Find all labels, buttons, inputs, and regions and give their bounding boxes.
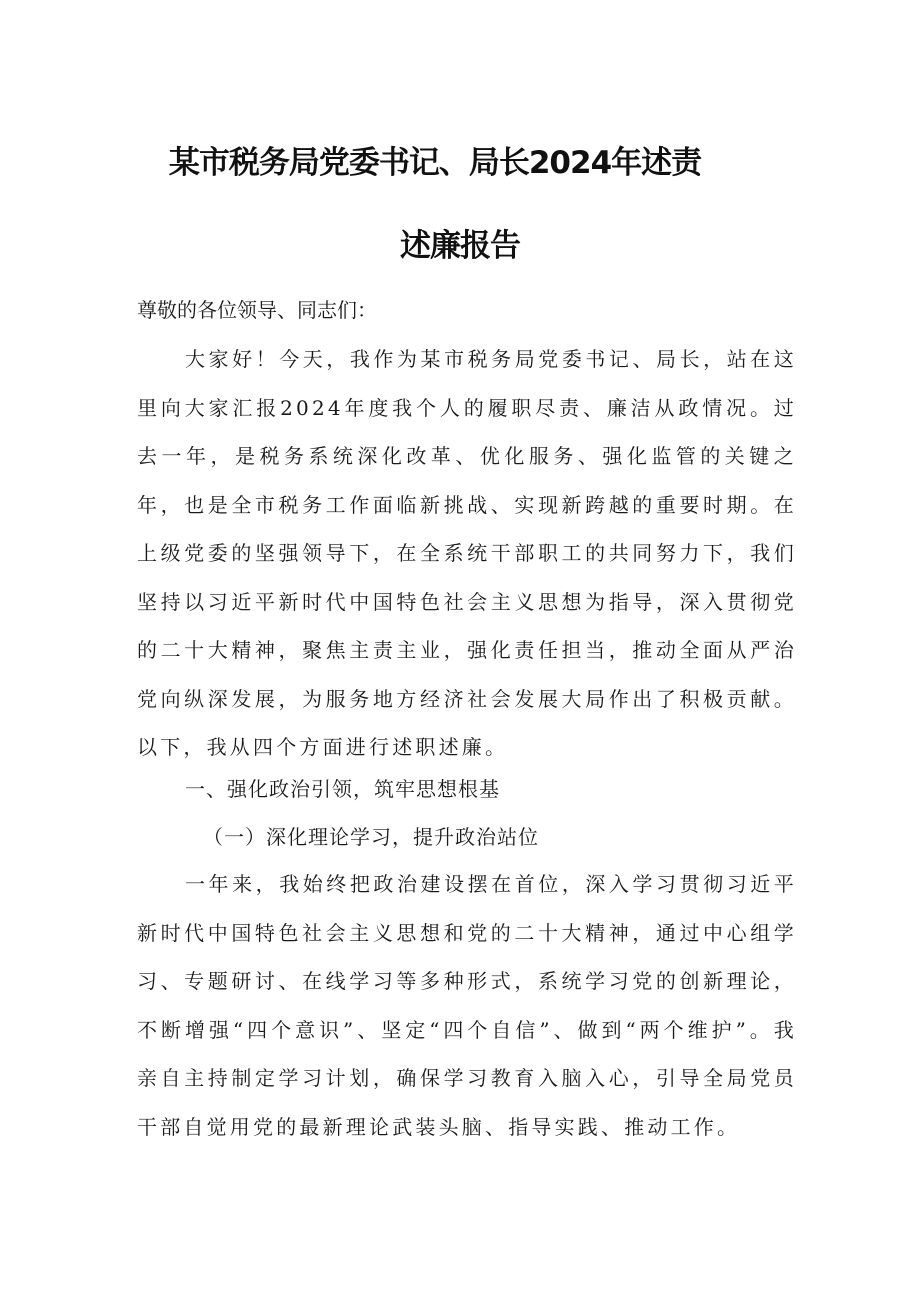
- document-title-line-1: 某市税务局党委书记、局长2024年述责: [168, 145, 702, 181]
- body-paragraph-2: 一年来，我始终把政治建设摆在首位，深入学习贯彻习近平新时代中国特色社会主义思想和党的二十大精神，通过中心组学习、专题研讨、在线学习等多种形式，系统学习党的创新理论，不断增强“四个意识”、坚定“四个自信”、做到“两个维护”。我亲自主持制定学习计划，确保学习教育入脑入心，引导全局党员干部自觉用党的最新理论武装头脑、指导实践、推动工作。: [137, 872, 797, 1139]
- subsection-1-heading: （一）深化理论学习，提升政治站位: [203, 825, 539, 849]
- intro-paragraph: 大家好！今天，我作为某市税务局党委书记、局长，站在这里向大家汇报2024年度我个人的履职尽责、廉洁从政情况。过去一年，是税务系统深化改革、优化服务、强化监管的关键之年，也是全市税务工作面临新挑战、实现新跨越的重要时期。在上级党委的坚强领导下，在全系统干部职工的共同努力下，我们坚持以习近平新时代中国特色社会主义思想为指导，深入贯彻党的二十大精神，聚焦主责主业，强化责任担当，推动全面从严治党向纵深发展，为服务地方经济社会发展大局作出了积极贡献。以下，我从四个方面进行述职述廉。: [137, 347, 797, 759]
- salutation: 尊敬的各位领导、同志们：: [137, 298, 377, 322]
- document-title-line-2: 述廉报告: [400, 228, 520, 264]
- section-1-heading: 一、强化政治引领，筑牢思想根基: [185, 777, 500, 801]
